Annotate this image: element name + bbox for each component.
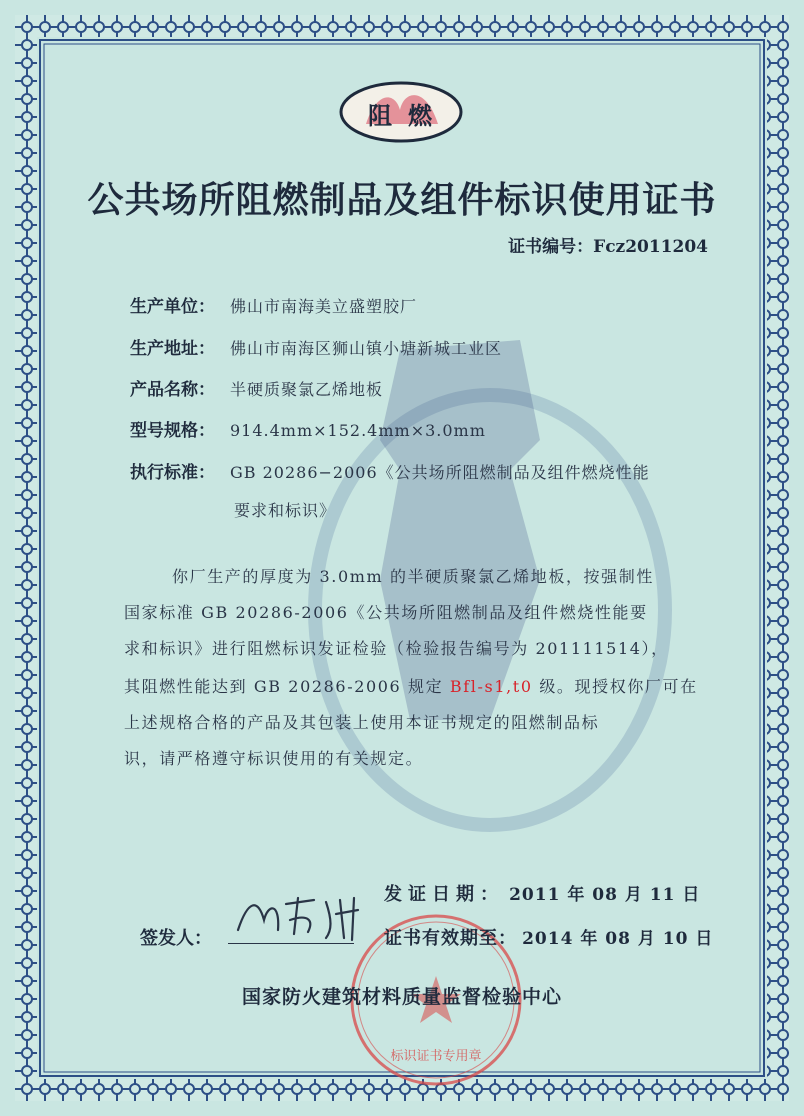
field-label: 生产地址： bbox=[130, 339, 215, 359]
body-line-5: 上述规格合格的产品及其包装上使用本证书规定的阻燃制品标 bbox=[124, 713, 600, 732]
body-line-6: 识，请严格遵守标识使用的有关规定。 bbox=[124, 749, 424, 768]
fire-grade: Bfl-s1,t0 bbox=[449, 677, 533, 696]
field-value: 佛山市南海区狮山镇小塘新城工业区 bbox=[230, 339, 503, 358]
handwritten-signature bbox=[228, 880, 378, 950]
issue-date-label: 发证日期： bbox=[384, 884, 504, 905]
certificate-number-value: Fcz2011204 bbox=[593, 237, 708, 257]
body-line-2: 国家标准 GB 20286-2006《公共场所阻燃制品及组件燃烧性能要 bbox=[124, 603, 648, 622]
valid-until-row bbox=[384, 924, 713, 950]
logo-text-2: 燃 bbox=[408, 102, 432, 130]
signature-line bbox=[228, 943, 354, 944]
field-value: 914.4mm×152.4mm×3.0mm bbox=[230, 421, 486, 440]
field-value: GB 20286−2006《公共场所阻燃制品及组件燃烧性能 bbox=[230, 463, 650, 482]
field-model-spec bbox=[130, 416, 486, 441]
issuing-authority: 国家防火建筑材料质量监督检验中心 bbox=[241, 986, 562, 1008]
body-line-4-before: 其阻燃性能达到 GB 20286-2006 规定 bbox=[124, 677, 444, 696]
body-line-4-after: 级。现授权你厂可在 bbox=[539, 677, 698, 696]
body-line-3: 求和标识》进行阻燃标识发证检验（检验报告编号为 201111514）， bbox=[124, 639, 669, 658]
signer-label: 签发人： bbox=[140, 928, 212, 949]
field-label: 执行标准： bbox=[130, 463, 215, 483]
field-product-name bbox=[130, 375, 383, 400]
certificate-number-label: 证书编号： bbox=[508, 237, 594, 257]
valid-until-value: 2014 年 08 月 10 日 bbox=[522, 929, 714, 949]
field-manufacturer bbox=[130, 292, 417, 317]
valid-until-label: 证书有效期至： bbox=[384, 928, 517, 949]
field-value: 佛山市南海美立盛塑胶厂 bbox=[230, 297, 418, 316]
body-line-4 bbox=[124, 672, 714, 702]
field-label: 产品名称： bbox=[130, 380, 215, 400]
seal-bottom-text: 标识证书专用章 bbox=[390, 1049, 482, 1064]
field-label: 生产单位： bbox=[130, 297, 215, 317]
field-standard-continuation: 要求和标识》 bbox=[234, 501, 337, 520]
issue-date-value: 2011 年 08 月 11 日 bbox=[509, 885, 701, 905]
flame-retardant-logo bbox=[338, 80, 464, 144]
certificate-number bbox=[508, 232, 708, 257]
field-value: 半硬质聚氯乙烯地板 bbox=[230, 380, 384, 399]
body-line-1: 你厂生产的厚度为 3.0mm 的半硬质聚氯乙烯地板，按强制性 bbox=[172, 567, 654, 586]
field-standard bbox=[130, 458, 650, 483]
logo-text-1: 阻 bbox=[368, 102, 392, 130]
certificate-title: 公共场所阻燃制品及组件标识使用证书 bbox=[87, 180, 717, 221]
issue-date-row bbox=[384, 880, 700, 906]
field-address bbox=[130, 334, 502, 359]
field-label: 型号规格： bbox=[130, 421, 215, 441]
